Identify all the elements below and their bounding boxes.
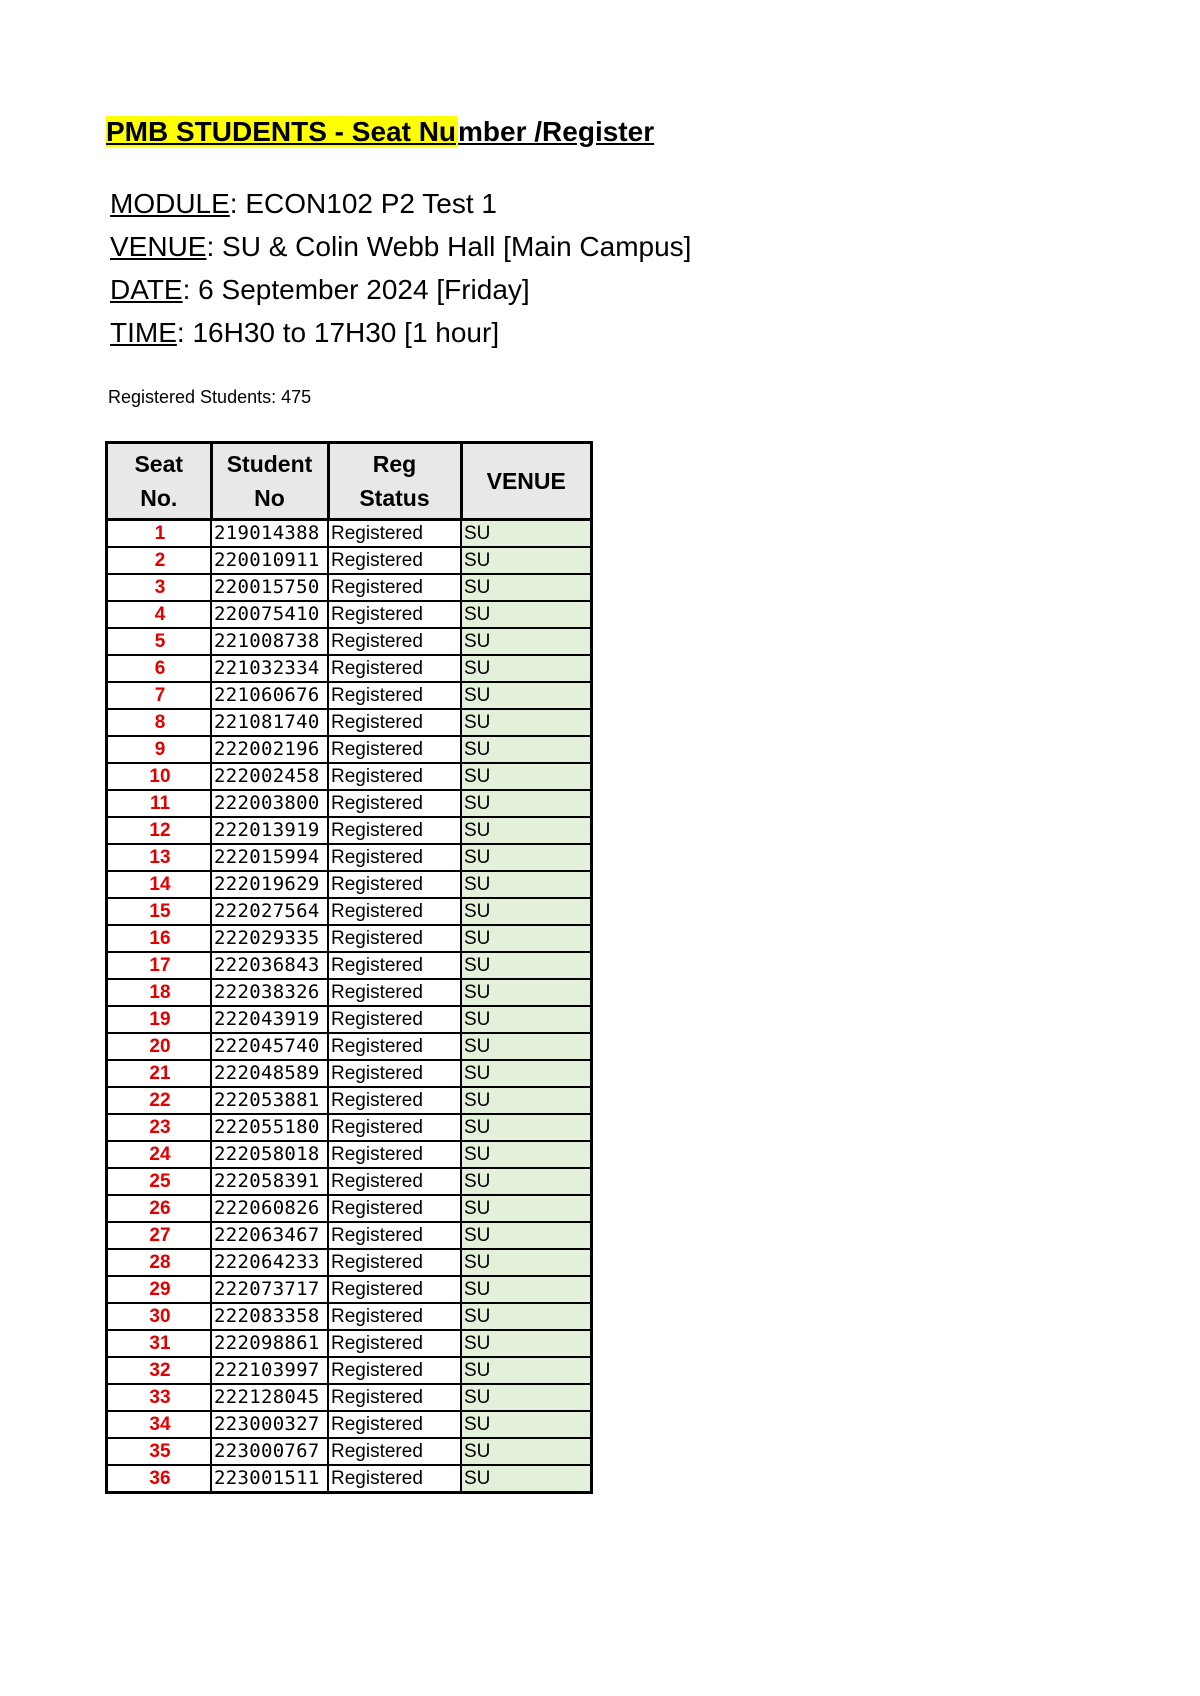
table-row (107, 844, 592, 871)
module-line (110, 184, 497, 224)
table-row (107, 736, 592, 763)
table-row (107, 979, 592, 1006)
venue-cell: SU (461, 682, 592, 709)
reg-status: Registered (328, 844, 461, 871)
seat-number: 15 (107, 898, 212, 925)
venue-cell: SU (461, 574, 592, 601)
venue-cell: SU (461, 1060, 592, 1087)
reg-status: Registered (328, 898, 461, 925)
seat-number: 22 (107, 1087, 212, 1114)
reg-status: Registered (328, 871, 461, 898)
venue-cell: SU (461, 1276, 592, 1303)
seat-number: 8 (107, 709, 212, 736)
title-highlighted: PMB STUDENTS - Seat Nu (106, 116, 457, 147)
date-key: DATE (110, 274, 183, 305)
seat-number: 19 (107, 1006, 212, 1033)
venue-cell: SU (461, 1357, 592, 1384)
venue-cell: SU (461, 736, 592, 763)
student-number: 222053881 (211, 1087, 328, 1114)
reg-status: Registered (328, 1222, 461, 1249)
table-row (107, 1303, 592, 1330)
reg-status: Registered (328, 763, 461, 790)
table-row (107, 1114, 592, 1141)
student-number: 222064233 (211, 1249, 328, 1276)
seat-number: 9 (107, 736, 212, 763)
venue-cell: SU (461, 1087, 592, 1114)
header-line-1: Seat (134, 451, 184, 477)
seat-number: 36 (107, 1465, 212, 1493)
header-line-2: Status (359, 485, 430, 511)
reg-status: Registered (328, 709, 461, 736)
reg-status: Registered (328, 736, 461, 763)
student-number: 222038326 (211, 979, 328, 1006)
reg-status: Registered (328, 1276, 461, 1303)
register-table (105, 441, 593, 1494)
table-row (107, 1384, 592, 1411)
venue-cell: SU (461, 1465, 592, 1493)
reg-status: Registered (328, 1384, 461, 1411)
reg-status: Registered (328, 1330, 461, 1357)
table-row (107, 1438, 592, 1465)
seat-number: 18 (107, 979, 212, 1006)
reg-status: Registered (328, 1438, 461, 1465)
venue-cell: SU (461, 1384, 592, 1411)
reg-status: Registered (328, 1141, 461, 1168)
venue-value: : SU & Colin Webb Hall [Main Campus] (206, 231, 692, 262)
seat-number: 33 (107, 1384, 212, 1411)
table-row (107, 682, 592, 709)
table-row (107, 1006, 592, 1033)
table-row (107, 574, 592, 601)
reg-status: Registered (328, 1303, 461, 1330)
seat-number: 26 (107, 1195, 212, 1222)
reg-status: Registered (328, 1249, 461, 1276)
seat-number: 27 (107, 1222, 212, 1249)
table-row (107, 1249, 592, 1276)
seat-number: 4 (107, 601, 212, 628)
seat-number: 12 (107, 817, 212, 844)
student-number: 222060826 (211, 1195, 328, 1222)
student-number: 222019629 (211, 871, 328, 898)
seat-number: 2 (107, 547, 212, 574)
time-line (110, 313, 499, 353)
student-number: 222027564 (211, 898, 328, 925)
student-number: 223000767 (211, 1438, 328, 1465)
table-row (107, 1060, 592, 1087)
reg-status: Registered (328, 979, 461, 1006)
venue-cell: SU (461, 1141, 592, 1168)
student-number: 222003800 (211, 790, 328, 817)
venue-cell: SU (461, 952, 592, 979)
reg-status: Registered (328, 1357, 461, 1384)
table-row (107, 925, 592, 952)
venue-cell: SU (461, 790, 592, 817)
student-number: 220075410 (211, 601, 328, 628)
table-row (107, 1330, 592, 1357)
venue-cell: SU (461, 979, 592, 1006)
seat-number: 34 (107, 1411, 212, 1438)
venue-cell: SU (461, 520, 592, 548)
header-line-1: Reg (372, 451, 417, 477)
seat-number: 23 (107, 1114, 212, 1141)
date-value: : 6 September 2024 [Friday] (182, 274, 530, 305)
date-line (110, 270, 530, 310)
venue-cell: SU (461, 1222, 592, 1249)
header-line-1: Student (226, 451, 313, 477)
student-number: 222058391 (211, 1168, 328, 1195)
venue-cell: SU (461, 601, 592, 628)
table-row (107, 817, 592, 844)
student-number: 221032334 (211, 655, 328, 682)
reg-status: Registered (328, 682, 461, 709)
student-number: 223000327 (211, 1411, 328, 1438)
reg-status: Registered (328, 574, 461, 601)
seat-number: 35 (107, 1438, 212, 1465)
reg-status: Registered (328, 1006, 461, 1033)
reg-status: Registered (328, 817, 461, 844)
table-row (107, 898, 592, 925)
venue-line (110, 227, 691, 267)
header-line-2: No. (140, 485, 178, 511)
student-number: 221008738 (211, 628, 328, 655)
reg-status: Registered (328, 1411, 461, 1438)
table-row (107, 1033, 592, 1060)
student-number: 222058018 (211, 1141, 328, 1168)
student-number: 222048589 (211, 1060, 328, 1087)
venue-cell: SU (461, 1330, 592, 1357)
table-row (107, 1195, 592, 1222)
reg-status: Registered (328, 790, 461, 817)
student-number: 222128045 (211, 1384, 328, 1411)
table-row (107, 1357, 592, 1384)
student-number: 222063467 (211, 1222, 328, 1249)
reg-status: Registered (328, 601, 461, 628)
seat-number: 5 (107, 628, 212, 655)
venue-cell: SU (461, 871, 592, 898)
reg-status: Registered (328, 952, 461, 979)
table-row (107, 655, 592, 682)
reg-status: Registered (328, 925, 461, 952)
venue-cell: SU (461, 655, 592, 682)
reg-status: Registered (328, 1465, 461, 1493)
student-number: 222098861 (211, 1330, 328, 1357)
table-row (107, 1276, 592, 1303)
venue-key: VENUE (110, 231, 207, 262)
student-number: 222013919 (211, 817, 328, 844)
student-number: 222103997 (211, 1357, 328, 1384)
table-row (107, 1222, 592, 1249)
header-line-2: No (254, 485, 285, 511)
reg-status: Registered (328, 1195, 461, 1222)
seat-number: 31 (107, 1330, 212, 1357)
table-row (107, 1411, 592, 1438)
seat-number: 30 (107, 1303, 212, 1330)
reg-status: Registered (328, 1087, 461, 1114)
venue-cell: SU (461, 1033, 592, 1060)
seat-number: 21 (107, 1060, 212, 1087)
seat-number: 14 (107, 871, 212, 898)
table-row (107, 520, 592, 548)
module-key: MODULE (110, 188, 230, 219)
student-number: 221081740 (211, 709, 328, 736)
table-row (107, 601, 592, 628)
student-number: 222002196 (211, 736, 328, 763)
seat-number: 16 (107, 925, 212, 952)
venue-cell: SU (461, 1303, 592, 1330)
student-number: 223001511 (211, 1465, 328, 1493)
table-row (107, 871, 592, 898)
reg-status: Registered (328, 520, 461, 548)
student-number: 222045740 (211, 1033, 328, 1060)
student-number: 222055180 (211, 1114, 328, 1141)
reg-status: Registered (328, 1060, 461, 1087)
venue-cell: SU (461, 547, 592, 574)
seat-number: 17 (107, 952, 212, 979)
venue-cell: SU (461, 1114, 592, 1141)
seat-number: 6 (107, 655, 212, 682)
seat-number: 11 (107, 790, 212, 817)
student-number: 221060676 (211, 682, 328, 709)
seat-number: 10 (107, 763, 212, 790)
table-row (107, 1141, 592, 1168)
venue-cell: SU (461, 1195, 592, 1222)
student-number: 222029335 (211, 925, 328, 952)
seat-number: 3 (107, 574, 212, 601)
table-row (107, 709, 592, 736)
header-reg-status (328, 443, 461, 520)
reg-status: Registered (328, 655, 461, 682)
seat-number: 20 (107, 1033, 212, 1060)
header-seat-no (107, 443, 212, 520)
header-student-no (211, 443, 328, 520)
venue-cell: SU (461, 925, 592, 952)
table-row (107, 628, 592, 655)
title-rest: mber /Register (458, 116, 655, 147)
student-number: 220015750 (211, 574, 328, 601)
venue-cell: SU (461, 1438, 592, 1465)
table-row (107, 1465, 592, 1493)
reg-status: Registered (328, 628, 461, 655)
venue-cell: SU (461, 709, 592, 736)
reg-status: Registered (328, 1033, 461, 1060)
time-key: TIME (110, 317, 177, 348)
page-title (106, 112, 654, 152)
table-row (107, 1168, 592, 1195)
reg-status: Registered (328, 1168, 461, 1195)
student-number: 222036843 (211, 952, 328, 979)
student-number: 222083358 (211, 1303, 328, 1330)
venue-cell: SU (461, 1006, 592, 1033)
student-number: 222073717 (211, 1276, 328, 1303)
table-row (107, 763, 592, 790)
seat-number: 1 (107, 520, 212, 548)
header-venue (461, 443, 592, 520)
table-row (107, 952, 592, 979)
table-row (107, 1087, 592, 1114)
venue-cell: SU (461, 763, 592, 790)
venue-cell: SU (461, 817, 592, 844)
table-header-row (107, 443, 592, 520)
seat-number: 25 (107, 1168, 212, 1195)
seat-number: 32 (107, 1357, 212, 1384)
header-line-1: VENUE (486, 468, 566, 494)
student-number: 220010911 (211, 547, 328, 574)
seat-number: 29 (107, 1276, 212, 1303)
time-value: : 16H30 to 17H30 [1 hour] (176, 317, 500, 348)
student-number: 219014388 (211, 520, 328, 548)
venue-cell: SU (461, 1168, 592, 1195)
seat-number: 28 (107, 1249, 212, 1276)
seat-number: 13 (107, 844, 212, 871)
table-row (107, 790, 592, 817)
reg-status: Registered (328, 547, 461, 574)
student-number: 222043919 (211, 1006, 328, 1033)
venue-cell: SU (461, 628, 592, 655)
registered-count: Registered Students: 475 (108, 387, 312, 407)
venue-cell: SU (461, 844, 592, 871)
student-number: 222015994 (211, 844, 328, 871)
venue-cell: SU (461, 1411, 592, 1438)
seat-number: 24 (107, 1141, 212, 1168)
seat-number: 7 (107, 682, 212, 709)
module-value: : ECON102 P2 Test 1 (229, 188, 497, 219)
table-row (107, 547, 592, 574)
student-number: 222002458 (211, 763, 328, 790)
reg-status: Registered (328, 1114, 461, 1141)
venue-cell: SU (461, 898, 592, 925)
venue-cell: SU (461, 1249, 592, 1276)
